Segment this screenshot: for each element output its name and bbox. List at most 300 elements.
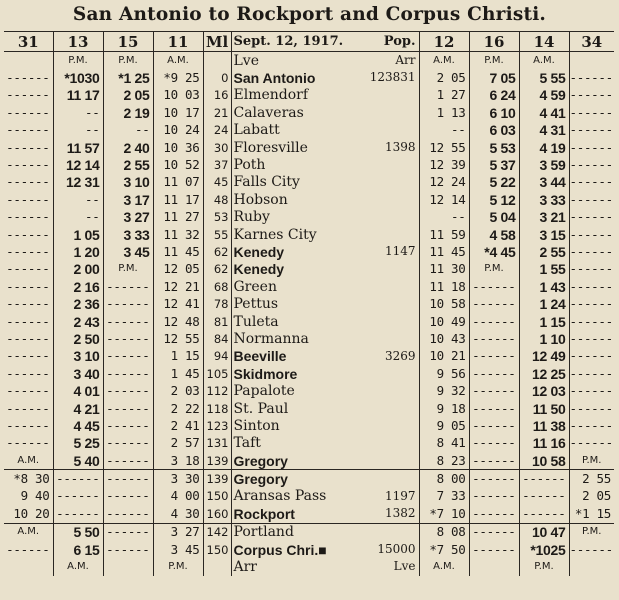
train-11-cell: 3 18 [153, 452, 203, 470]
timetable-row [4, 87, 614, 104]
train-16-cell: ------ [469, 365, 519, 382]
station-cell [231, 278, 419, 295]
train-14-cell: 10 47 [519, 523, 569, 541]
timetable-row [4, 488, 614, 505]
train-31-cell: ------ [6, 243, 50, 259]
train-14-cell: 12 25 [519, 365, 569, 382]
train-31-cell: ------ [6, 122, 50, 138]
train-13-cell: 11 17 [53, 87, 103, 104]
train-34-cell: P.M. [569, 523, 614, 541]
train-31-cell: ------ [6, 174, 50, 190]
train-13-header: 13 [53, 32, 103, 52]
timetable-title: San Antonio to Rockport and Corpus Christi. [72, 4, 547, 25]
train-14-cell: 11 50 [519, 400, 569, 417]
timetable-row [4, 243, 614, 260]
train-31-cell: ------ [6, 278, 50, 294]
station-cell [231, 209, 419, 226]
station-name: Tuleta [233, 313, 279, 330]
train-14-cell: 11 38 [519, 417, 569, 434]
direction-label: Arr [233, 559, 257, 576]
population: 1197 [384, 488, 416, 503]
train-31-cell: ------ [6, 87, 50, 103]
date-label: Sept. 12, 1917. [233, 33, 344, 49]
station-name: Sinton [233, 417, 280, 434]
timetable-row [4, 104, 614, 121]
train-31-cell: ------ [6, 157, 50, 173]
station-cell [231, 470, 419, 488]
train-11-cell: 10 03 [153, 87, 203, 104]
direction-label: Arr [395, 53, 416, 67]
train-34-cell: ------ [569, 348, 613, 364]
train-13-cell: 12 14 [53, 156, 103, 173]
timetable-row [4, 541, 614, 558]
station-name: Pettus [233, 296, 279, 313]
station-name: Ruby [233, 209, 270, 226]
timetable-row [4, 174, 614, 191]
train-15-cell: ------ [103, 313, 153, 330]
train-14-cell: 4 59 [519, 87, 569, 104]
station-cell [231, 174, 419, 191]
train-13-cell: 12 31 [53, 174, 103, 191]
train-15-cell: ------ [103, 452, 153, 470]
miles-cell: 30 [203, 139, 231, 156]
train-31-cell: ------ [6, 400, 50, 416]
station-name: Floresville [233, 139, 308, 156]
train-15-cell: ------ [103, 330, 153, 347]
timetable [4, 31, 614, 576]
timetable-row [4, 139, 614, 156]
train-16-cell: ------ [469, 295, 519, 312]
train-16-cell: 6 10 [469, 104, 519, 121]
population: 123831 [369, 70, 416, 85]
train-13-cell: ------ [53, 488, 103, 505]
train-12-cell: 11 59 [419, 226, 469, 243]
train-14-cell: 4 19 [519, 139, 569, 156]
station-cell [231, 330, 419, 347]
train-31-cell: ------ [6, 417, 50, 433]
train-34-cell: ------ [569, 313, 613, 329]
train-14-cell: 3 44 [519, 174, 569, 191]
train-13-cell: 4 21 [53, 400, 103, 417]
station-cell [231, 104, 419, 121]
train-16-cell: 5 22 [469, 174, 519, 191]
miles-cell [203, 52, 231, 70]
train-13-cell: 11 57 [53, 139, 103, 156]
train-13-cell: -- [53, 122, 103, 139]
train-16-cell: 7 05 [469, 69, 519, 86]
train-31-cell [4, 558, 53, 575]
population: 1398 [384, 139, 416, 154]
train-12-cell: A.M. [419, 558, 469, 575]
train-31-cell: 10 20 [4, 505, 53, 523]
station-cell [231, 541, 419, 558]
train-16-cell [469, 558, 519, 575]
train-16-cell: ------ [469, 505, 519, 523]
train-34-cell: P.M. [569, 452, 614, 470]
train-31-cell: ------ [6, 541, 50, 557]
station-cell [231, 243, 419, 260]
station-header [231, 32, 419, 52]
station-cell [231, 122, 419, 139]
miles-cell: 139 [203, 452, 231, 470]
station-cell [231, 295, 419, 312]
train-12-cell: 9 56 [419, 365, 469, 382]
train-16-cell: 5 04 [469, 209, 519, 226]
station-name: Corpus Chri.■ [233, 541, 327, 558]
train-12-cell: 1 27 [419, 87, 469, 104]
train-31-cell: A.M. [4, 452, 53, 470]
train-34-cell: ------ [569, 191, 613, 207]
train-13-cell: *1030 [53, 69, 103, 86]
train-14-cell: 1 24 [519, 295, 569, 312]
train-15-cell: 2 19 [103, 104, 153, 121]
train-11-cell: 1 15 [153, 348, 203, 365]
train-11-cell: 11 07 [153, 174, 203, 191]
train-16-cell: ------ [469, 523, 519, 541]
train-15-cell: ------ [103, 295, 153, 312]
train-13-cell: -- [53, 191, 103, 208]
station-name: Elmendorf [233, 87, 309, 104]
train-31-cell: *8 30 [13, 471, 50, 487]
station-cell [231, 156, 419, 173]
train-12-cell: 9 32 [419, 382, 469, 399]
train-31-cell: ------ [6, 313, 50, 329]
train-11-cell: 12 05 [153, 261, 203, 278]
train-14-cell: 5 55 [519, 69, 569, 86]
miles-cell: 150 [203, 488, 231, 505]
train-11-header: 11 [153, 32, 203, 52]
train-31-cell: ------ [6, 261, 50, 277]
train-11-cell: 2 57 [153, 435, 203, 452]
train-13-cell: 2 16 [53, 278, 103, 295]
train-11-cell: 12 41 [153, 295, 203, 312]
train-12-cell: 8 41 [419, 435, 469, 452]
train-13-cell: 2 43 [53, 313, 103, 330]
pop-label: Pop. [383, 33, 416, 49]
timetable-row [4, 382, 614, 399]
miles-cell: 45 [203, 174, 231, 191]
train-34-cell [569, 52, 614, 70]
train-31-cell: ------ [6, 383, 50, 399]
train-15-header: 15 [103, 32, 153, 52]
station-name: Portland [233, 524, 294, 541]
train-13-cell: P.M. [53, 52, 103, 70]
train-13-cell: 4 45 [53, 417, 103, 434]
train-16-cell: ------ [469, 488, 519, 505]
train-16-cell: ------ [469, 470, 519, 488]
station-cell [231, 348, 419, 365]
train-16-cell: ------ [469, 348, 519, 365]
direction-label: Lve [233, 52, 259, 69]
timetable-row [4, 156, 614, 173]
station-name: Aransas Pass [233, 488, 327, 505]
train-13-cell: 1 05 [53, 226, 103, 243]
train-14-cell: 4 31 [519, 122, 569, 139]
train-34-cell: ------ [569, 157, 613, 173]
train-15-cell: ------ [103, 365, 153, 382]
train-11-cell: 10 52 [153, 156, 203, 173]
train-14-cell: 3 59 [519, 156, 569, 173]
train-31-cell: ------ [6, 435, 50, 451]
train-12-cell: 8 23 [419, 452, 469, 470]
station-cell [231, 435, 419, 452]
train-11-cell: 4 00 [153, 488, 203, 505]
train-34-cell: *1 15 [569, 505, 614, 523]
miles-cell: 81 [203, 313, 231, 330]
train-12-cell: -- [419, 209, 469, 226]
train-14-cell: 3 33 [519, 191, 569, 208]
miles-cell: 123 [203, 417, 231, 434]
train-12-cell: 12 55 [419, 139, 469, 156]
timetable-row [4, 313, 614, 330]
miles-cell: 53 [203, 209, 231, 226]
timetable-row [4, 365, 614, 382]
station-cell [231, 139, 419, 156]
train-15-cell: ------ [103, 505, 153, 523]
train-13-cell: 5 25 [53, 435, 103, 452]
miles-cell: 84 [203, 330, 231, 347]
train-12-cell: 10 49 [419, 313, 469, 330]
timetable-row [4, 330, 614, 347]
miles-cell: 37 [203, 156, 231, 173]
miles-cell [203, 558, 231, 575]
miles-cell: 131 [203, 435, 231, 452]
station-cell [231, 558, 419, 575]
population: 3269 [384, 348, 416, 363]
station-cell [231, 69, 419, 86]
station-name: Kenedy [233, 243, 285, 260]
train-14-cell: 1 15 [519, 313, 569, 330]
timetable-row [4, 435, 614, 452]
train-14-cell: 3 21 [519, 209, 569, 226]
train-12-cell: 10 21 [419, 348, 469, 365]
train-34-cell: ------ [569, 417, 613, 433]
train-11-cell: 10 24 [153, 122, 203, 139]
train-12-cell: 12 24 [419, 174, 469, 191]
train-16-cell: ------ [469, 400, 519, 417]
train-14-cell: ------ [519, 505, 569, 523]
train-11-cell: P.M. [153, 558, 203, 575]
train-31-cell: A.M. [17, 526, 40, 538]
train-16-cell: ------ [469, 435, 519, 452]
train-13-cell: ------ [53, 505, 103, 523]
train-14-header: 14 [519, 32, 569, 52]
timetable-row [4, 226, 614, 243]
train-11-cell: 12 55 [153, 330, 203, 347]
train-31-cell: ------ [6, 330, 50, 346]
miles-cell: 118 [203, 400, 231, 417]
train-16-cell: ------ [469, 541, 519, 558]
timetable-row [4, 295, 614, 312]
train-12-cell: A.M. [419, 52, 469, 70]
population: 1382 [384, 506, 416, 521]
train-34-cell: ------ [569, 400, 613, 416]
train-31-cell [4, 52, 53, 70]
train-16-cell: ------ [469, 417, 519, 434]
train-34-cell: 2 05 [569, 488, 614, 505]
train-15-cell: 2 40 [103, 139, 153, 156]
miles-cell: 62 [203, 261, 231, 278]
train-14-cell: *1025 [519, 541, 569, 558]
train-34-cell: ------ [569, 435, 613, 451]
train-14-cell: 12 03 [519, 382, 569, 399]
train-31-cell: 9 40 [20, 488, 50, 504]
miles-cell: 21 [203, 104, 231, 121]
train-15-cell: 2 05 [103, 87, 153, 104]
timetable-row [4, 69, 614, 86]
header-row [4, 32, 614, 52]
miles-cell: 48 [203, 191, 231, 208]
train-16-cell: *4 45 [469, 243, 519, 260]
train-34-header: 34 [569, 32, 614, 52]
station-name: Hobson [233, 191, 288, 208]
miles-cell: 94 [203, 348, 231, 365]
train-12-cell: 10 58 [419, 295, 469, 312]
train-16-cell: 5 37 [469, 156, 519, 173]
timetable-row [4, 452, 614, 470]
train-11-cell: 11 27 [153, 209, 203, 226]
miles-cell: 62 [203, 243, 231, 260]
station-name: Beeville [233, 348, 287, 365]
train-16-cell: P.M. [469, 52, 519, 70]
train-11-cell: *9 25 [153, 69, 203, 86]
train-13-cell: 5 50 [53, 523, 103, 541]
train-34-cell: ------ [569, 209, 613, 225]
train-12-cell: -- [419, 122, 469, 139]
station-name: Rockport [233, 505, 295, 522]
train-11-cell: 10 17 [153, 104, 203, 121]
train-11-cell: 12 21 [153, 278, 203, 295]
train-14-cell: 11 16 [519, 435, 569, 452]
train-31-cell: ------ [6, 348, 50, 364]
train-13-cell: 4 01 [53, 382, 103, 399]
train-15-cell: ------ [103, 400, 153, 417]
train-34-cell: ------ [569, 541, 613, 557]
train-34-cell: ------ [569, 226, 613, 242]
station-name: Falls City [233, 174, 300, 191]
train-12-cell: 9 18 [419, 400, 469, 417]
timetable-row [4, 505, 614, 523]
train-14-cell: P.M. [519, 558, 569, 575]
train-34-cell: ------ [569, 296, 613, 312]
miles-cell: 0 [203, 69, 231, 86]
train-15-cell: ------ [103, 523, 153, 541]
train-11-cell: 3 45 [153, 541, 203, 558]
station-cell [231, 261, 419, 278]
train-31-cell: ------ [6, 296, 50, 312]
train-15-cell: 3 27 [103, 209, 153, 226]
timetable-row [4, 348, 614, 365]
station-name: Gregory [233, 471, 288, 488]
train-13-cell: ------ [53, 470, 103, 488]
train-34-cell: ------ [569, 104, 613, 120]
miles-cell: 160 [203, 505, 231, 523]
timetable-row [4, 122, 614, 139]
train-34-cell: ------ [569, 330, 613, 346]
train-12-cell: 8 00 [419, 470, 469, 488]
population: 15000 [377, 541, 416, 556]
train-12-header: 12 [419, 32, 469, 52]
train-34-cell: ------ [569, 174, 613, 190]
train-15-cell: ------ [103, 541, 153, 558]
timetable-row [4, 209, 614, 226]
station-cell [231, 226, 419, 243]
train-14-cell: A.M. [519, 52, 569, 70]
station-cell [231, 400, 419, 417]
direction-label: Lve [393, 559, 416, 574]
train-16-header: 16 [469, 32, 519, 52]
train-15-cell: P.M. [103, 261, 153, 278]
miles-cell: 78 [203, 295, 231, 312]
train-11-cell: 10 36 [153, 139, 203, 156]
miles-header: Ml [203, 32, 231, 52]
train-16-cell: 4 58 [469, 226, 519, 243]
station-name: Calaveras [233, 104, 304, 121]
station-cell [231, 52, 419, 70]
train-12-cell: 12 39 [419, 156, 469, 173]
station-name: Karnes City [233, 226, 317, 243]
train-15-cell: ------ [103, 435, 153, 452]
train-34-cell: ------ [569, 383, 613, 399]
train-11-cell: 2 22 [153, 400, 203, 417]
train-11-cell: 12 48 [153, 313, 203, 330]
train-14-cell: 4 41 [519, 104, 569, 121]
train-13-cell: 3 10 [53, 348, 103, 365]
train-11-cell: 2 41 [153, 417, 203, 434]
train-15-cell: 3 33 [103, 226, 153, 243]
train-11-cell: 4 30 [153, 505, 203, 523]
train-15-cell: ------ [103, 348, 153, 365]
train-13-cell: 2 36 [53, 295, 103, 312]
timetable-row [4, 191, 614, 208]
train-12-cell: 9 05 [419, 417, 469, 434]
station-cell [231, 382, 419, 399]
train-31-cell: ------ [6, 365, 50, 381]
station-cell [231, 417, 419, 434]
train-13-cell: 5 40 [53, 452, 103, 470]
miles-cell: 24 [203, 122, 231, 139]
train-15-cell: 3 10 [103, 174, 153, 191]
train-34-cell: ------ [569, 261, 613, 277]
train-12-cell: *7 50 [419, 541, 469, 558]
station-cell [231, 505, 419, 523]
train-16-cell: 6 24 [469, 87, 519, 104]
timetable-row [4, 278, 614, 295]
miles-cell: 105 [203, 365, 231, 382]
train-31-header: 31 [4, 32, 53, 52]
train-14-cell: 1 43 [519, 278, 569, 295]
timetable-row [4, 400, 614, 417]
train-16-cell: ------ [469, 382, 519, 399]
train-11-cell: 11 32 [153, 226, 203, 243]
train-13-cell: A.M. [53, 558, 103, 575]
train-11-cell: 1 45 [153, 365, 203, 382]
train-15-cell: 2 55 [103, 156, 153, 173]
train-12-cell: 8 08 [419, 523, 469, 541]
train-16-cell: ------ [469, 452, 519, 470]
timetable-row [4, 523, 614, 541]
train-13-cell: -- [53, 209, 103, 226]
station-cell [231, 523, 419, 541]
train-15-cell: -- [103, 122, 153, 139]
train-34-cell: 2 55 [569, 470, 614, 488]
timetable-row [4, 470, 614, 488]
train-12-cell: 7 33 [419, 488, 469, 505]
train-15-cell: P.M. [103, 52, 153, 70]
train-11-cell: 3 27 [153, 523, 203, 541]
timetable-row [4, 52, 614, 70]
train-34-cell: ------ [569, 122, 613, 138]
